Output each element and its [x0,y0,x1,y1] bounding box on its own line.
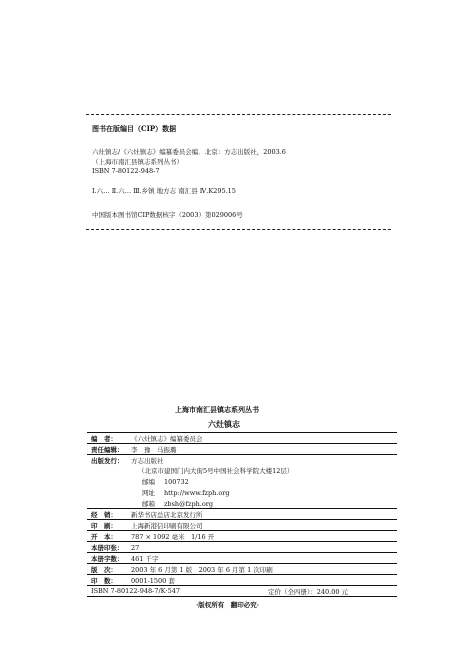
printer-label: 印 刷： [91,522,117,530]
rule [87,508,397,509]
colophon-top-rule [87,432,397,433]
copies-value: 0001-1500 套 [131,577,175,585]
sheets-row [91,543,139,552]
rule [87,585,397,586]
publisher-value: 方志出版社 [131,457,164,465]
copies-row [91,576,175,585]
duty-editor-row [91,445,177,454]
publisher-row [91,456,164,465]
sheets-label: 本册印张： [91,544,124,552]
publisher-address: （北京市建国门内大街5号中国社会科学院大楼12层） [138,467,294,475]
cip-isbn: ISBN 7-80122-948-7 [92,167,160,175]
rule [87,454,397,455]
edition-value: 2003 年 6 月第 1 版 2003 年 6 月第 1 次印刷 [131,566,273,574]
email-row [142,499,213,508]
colophon-isbn: ISBN 7-80122-948-7/K·547 [91,587,181,595]
edition-label: 版 次： [91,566,117,574]
website-label: 网址 [142,489,155,497]
copies-label: 印 数： [91,577,117,585]
cip-catalog-line: 六灶镇志/《六灶镇志》编纂委员会编．北京：方志出版社，2003.6 [92,148,286,156]
duty-editor-value: 李 豫 马振璐 [131,446,177,454]
editor-label: 编 者： [91,435,117,443]
rule [87,530,397,531]
rule [87,552,397,553]
printer-value: 上海新港信印刷有限公司 [131,522,203,530]
format-value: 787 × 1092 毫米 1/16 开 [131,533,215,541]
copyright-notice: ·版权所有 翻印必究· [196,601,260,609]
rule [87,563,397,564]
format-label: 开 本： [91,533,117,541]
price: 定价（全四册）：240.00 元 [268,588,349,596]
words-row [91,554,158,563]
isbn-row [91,587,180,595]
words-label: 本册字数： [91,555,124,563]
postcode-row [142,477,189,486]
postcode-label: 邮编 [142,478,155,486]
publisher-label: 出版发行： [91,457,124,465]
editor-row [91,434,203,443]
cip-top-divider [86,114,391,115]
cip-subject: Ⅰ.六… Ⅱ.六… Ⅲ.乡镇 地方志 南汇县 Ⅳ.K295.15 [92,187,236,195]
duty-editor-label: 责任编辑： [91,446,124,454]
rule [87,541,397,542]
website-row [142,488,230,497]
sheets-value: 27 [131,544,140,552]
distributor-value: 新华书店总店北京发行所 [131,511,203,519]
cip-heading: 图书在版编目（CIP）数据 [92,124,177,133]
cip-bottom-divider [86,229,391,230]
rule [87,519,397,520]
book-title: 六灶镇志 [208,419,240,429]
printer-row [91,521,203,530]
cip-record: 中国版本图书馆CIP数据核字（2003）第029006号 [92,211,243,219]
website-value: http://www.fzph.org [164,489,230,497]
edition-row [91,565,273,574]
postcode-value: 100732 [164,478,189,486]
email-value: zbsh@fzph.org [164,500,214,508]
distributor-label: 经 销： [91,511,117,519]
rule [87,443,397,444]
cip-series-line: （上海市南汇县镇志系列丛书） [92,158,183,166]
email-label: 邮箱 [142,500,155,508]
series-title: 上海市南汇县镇志系列丛书 [175,405,259,414]
editor-value: 《六灶镇志》编纂委员会 [131,435,203,443]
words-value: 461 千字 [131,555,159,563]
distributor-row [91,510,203,519]
format-row [91,532,214,541]
colophon-bottom-rule [87,596,397,597]
rule [87,574,397,575]
